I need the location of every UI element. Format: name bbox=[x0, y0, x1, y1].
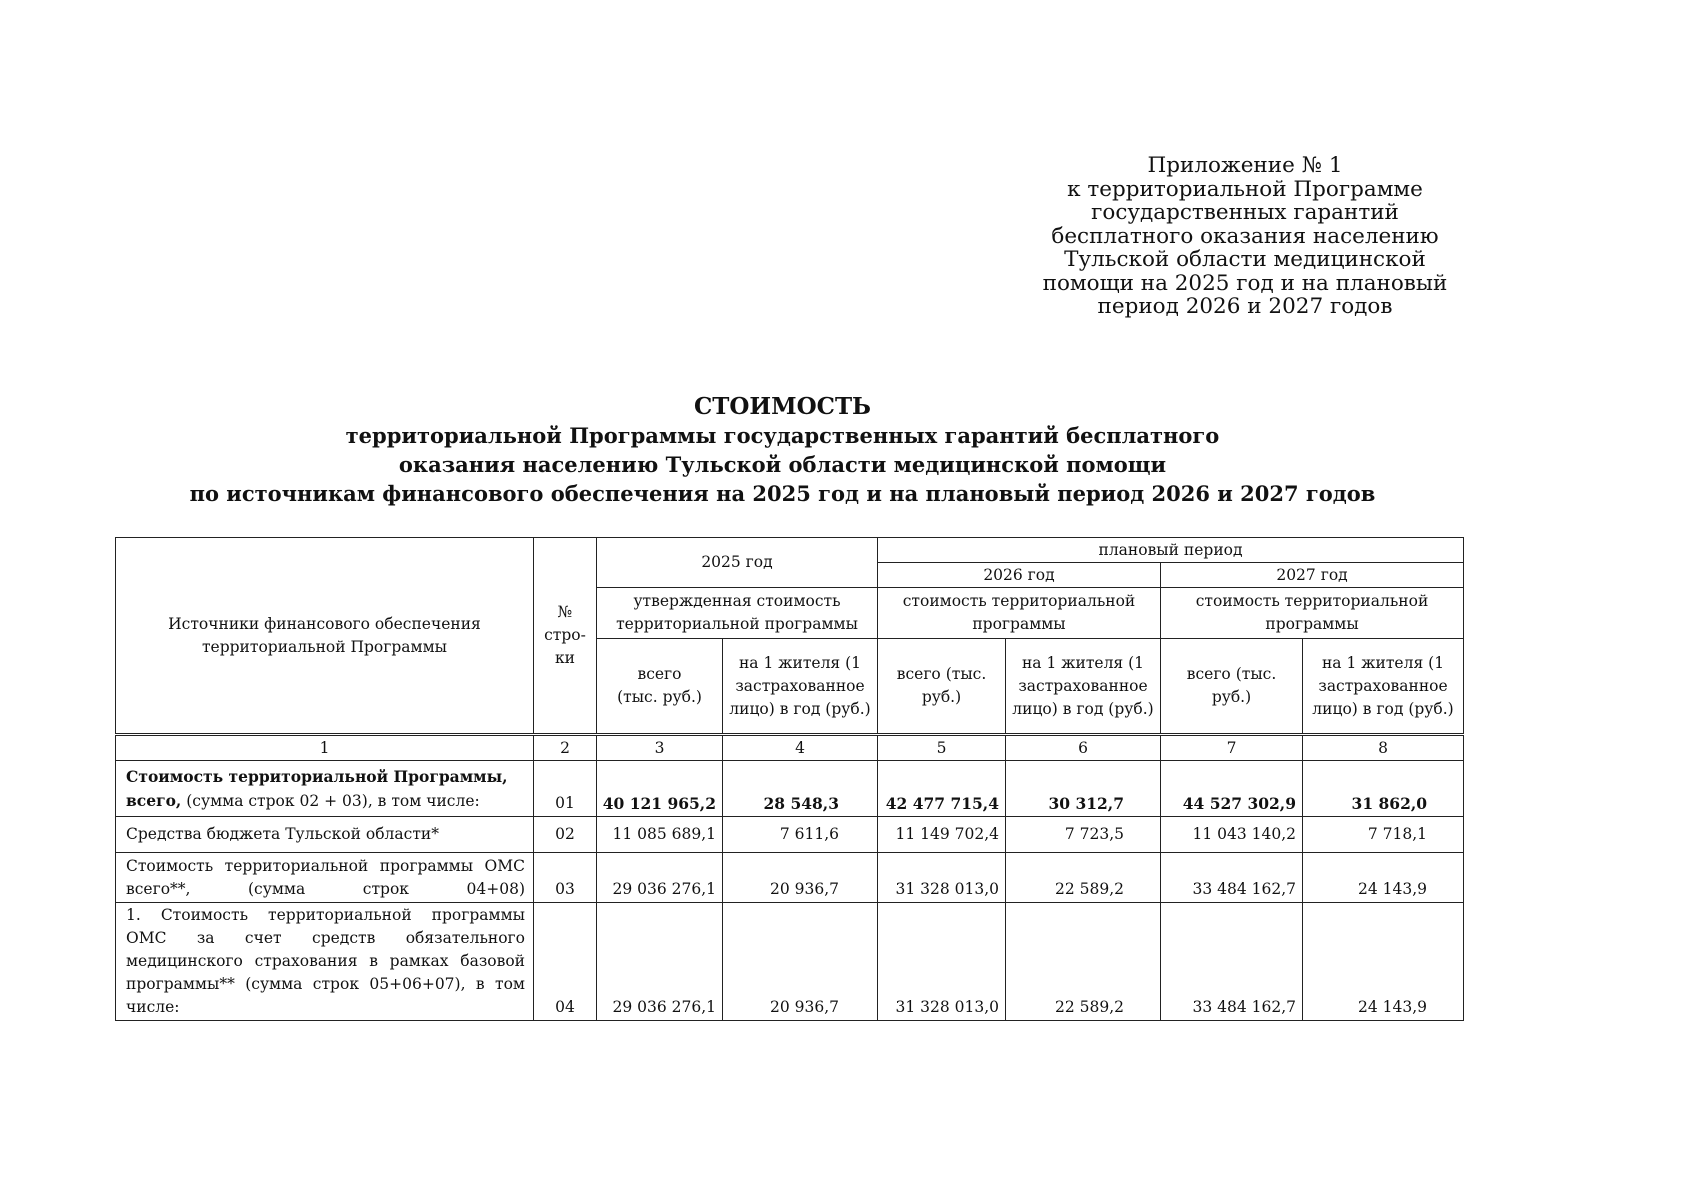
table-header-row bbox=[116, 538, 1464, 563]
column-number: 6 bbox=[1006, 735, 1161, 761]
cell-per-capita-2027: 31 862,0 bbox=[1303, 761, 1464, 817]
appendix-line: помощи на 2025 год и на плановый bbox=[1042, 270, 1448, 296]
column-number: 1 bbox=[116, 735, 534, 761]
title-line: оказания населению Тульской области медицинской помощи bbox=[398, 452, 1167, 477]
table-row bbox=[116, 817, 1464, 853]
cell-total-2026: 31 328 013,0 bbox=[878, 903, 1006, 1021]
header-per-capita-2025: на 1 жителя (1 застрахованное лицо) в год (руб.) bbox=[723, 639, 878, 735]
cell-total-2027: 44 527 302,9 bbox=[1161, 761, 1303, 817]
row-source: Средства бюджета Тульской области* bbox=[116, 817, 534, 853]
cell-per-capita-2027: 24 143,9 bbox=[1303, 853, 1464, 903]
header-source: Источники финансового обеспечения территориальной Программы bbox=[116, 538, 534, 735]
cell-per-capita-2026: 7 723,5 bbox=[1006, 817, 1161, 853]
column-number: 8 bbox=[1303, 735, 1464, 761]
header-year-2027: 2027 год bbox=[1161, 563, 1464, 588]
column-number: 3 bbox=[597, 735, 723, 761]
cell-per-capita-2026: 22 589,2 bbox=[1006, 903, 1161, 1021]
header-per-capita-2026: на 1 жителя (1 застрахованное лицо) в год (руб.) bbox=[1006, 639, 1161, 735]
cell-total-2026: 11 149 702,4 bbox=[878, 817, 1006, 853]
title-heading: СТОИМОСТЬ bbox=[693, 393, 872, 420]
title-line: по источникам финансового обеспечения на 2025 год и на плановый период 2026 и 2027 годов bbox=[189, 481, 1376, 506]
header-total-2026: всего (тыс. руб.) bbox=[878, 639, 1006, 735]
column-number: 2 bbox=[534, 735, 597, 761]
row-code: 01 bbox=[534, 761, 597, 817]
cell-total-2025: 40 121 965,2 bbox=[597, 761, 723, 817]
cell-total-2027: 11 043 140,2 bbox=[1161, 817, 1303, 853]
appendix-line: период 2026 и 2027 годов bbox=[1097, 294, 1393, 319]
row-source: Стоимость территориальной программы ОМС всего**, (сумма строк 04+08) bbox=[116, 853, 534, 903]
title-line: территориальной Программы государственных гарантий бесплатного bbox=[345, 423, 1220, 448]
cell-per-capita-2025: 7 611,6 bbox=[723, 817, 878, 853]
cell-total-2026: 42 477 715,4 bbox=[878, 761, 1006, 817]
cell-total-2027: 33 484 162,7 bbox=[1161, 853, 1303, 903]
column-number: 5 bbox=[878, 735, 1006, 761]
cost-table bbox=[115, 537, 1464, 1021]
cell-per-capita-2025: 20 936,7 bbox=[723, 853, 878, 903]
document-title bbox=[0, 392, 1565, 508]
header-planning-period: плановый период bbox=[878, 538, 1464, 563]
header-total-2027: всего (тыс. руб.) bbox=[1161, 639, 1303, 735]
cell-per-capita-2026: 22 589,2 bbox=[1006, 853, 1161, 903]
table-row bbox=[116, 853, 1464, 903]
header-per-capita-2027: на 1 жителя (1 застрахованное лицо) в год (руб.) bbox=[1303, 639, 1464, 735]
header-cost-2027: стоимость территориальной программы bbox=[1161, 588, 1464, 639]
appendix-line: государственных гарантий bbox=[1091, 200, 1399, 225]
row-code: 04 bbox=[534, 903, 597, 1021]
header-year-2026: 2026 год bbox=[878, 563, 1161, 588]
cell-per-capita-2027: 24 143,9 bbox=[1303, 903, 1464, 1021]
row-source-rest: (сумма строк 02 + 03), в том числе: bbox=[181, 791, 480, 810]
appendix-line: к территориальной Программе bbox=[1067, 176, 1423, 202]
cell-per-capita-2027: 7 718,1 bbox=[1303, 817, 1464, 853]
cell-per-capita-2026: 30 312,7 bbox=[1006, 761, 1161, 817]
appendix-line: Тульской области медицинской bbox=[1064, 247, 1426, 272]
column-number-row bbox=[116, 735, 1464, 761]
column-number: 7 bbox=[1161, 735, 1303, 761]
row-code: 03 bbox=[534, 853, 597, 903]
row-source: 1. Стоимость территориальной программы ОМС за счет средств обязательного медицинского страхования в рамках базовой программы** (сумма строк 05+06+07), в том числе: bbox=[116, 903, 534, 1021]
appendix-line: бесплатного оказания населению bbox=[1051, 223, 1439, 249]
row-code: 02 bbox=[534, 817, 597, 853]
cell-total-2025: 29 036 276,1 bbox=[597, 853, 723, 903]
row-source bbox=[116, 761, 534, 817]
cell-total-2025: 11 085 689,1 bbox=[597, 817, 723, 853]
header-total-2025: всего (тыс. руб.) bbox=[597, 639, 723, 735]
cell-per-capita-2025: 20 936,7 bbox=[723, 903, 878, 1021]
header-row-number: № стро-ки bbox=[534, 538, 597, 735]
table-row bbox=[116, 903, 1464, 1021]
cell-total-2026: 31 328 013,0 bbox=[878, 853, 1006, 903]
appendix-line: Приложение № 1 bbox=[1147, 153, 1343, 178]
column-number: 4 bbox=[723, 735, 878, 761]
cell-per-capita-2025: 28 548,3 bbox=[723, 761, 878, 817]
table-row bbox=[116, 761, 1464, 817]
cell-total-2027: 33 484 162,7 bbox=[1161, 903, 1303, 1021]
cell-total-2025: 29 036 276,1 bbox=[597, 903, 723, 1021]
row-source-bold: Стоимость территориальной Программы, всего, bbox=[126, 766, 508, 810]
header-approved-cost: утвержденная стоимость территориальной программы bbox=[597, 588, 878, 639]
header-cost-2026: стоимость территориальной программы bbox=[878, 588, 1161, 639]
appendix-caption bbox=[1030, 154, 1460, 319]
header-year-2025: 2025 год bbox=[597, 538, 878, 588]
